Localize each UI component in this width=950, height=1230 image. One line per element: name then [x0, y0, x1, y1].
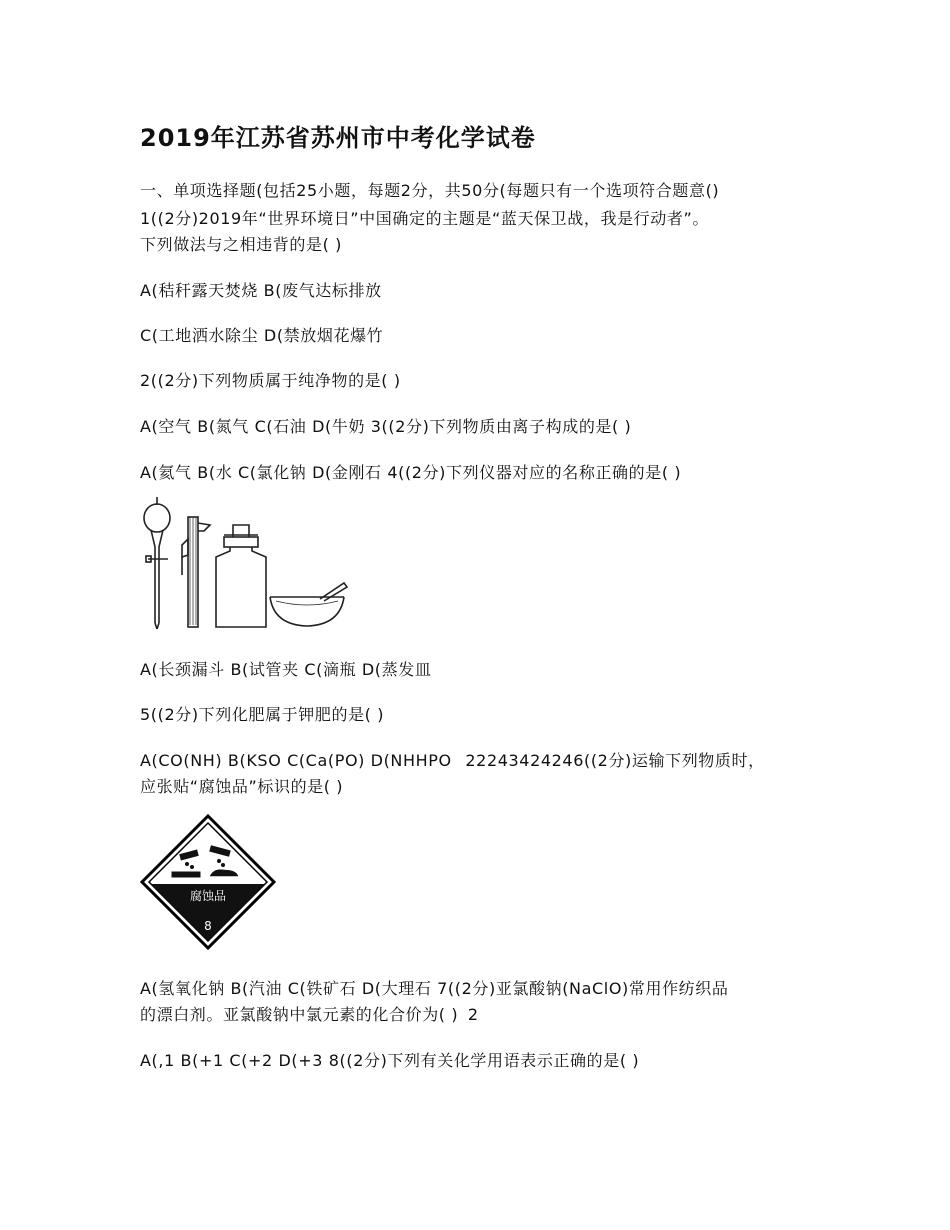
hazard-sign-label: 腐蚀品 [189, 889, 227, 903]
test-tube-clamp-image [182, 517, 210, 627]
question-5: 5((2分)下列化肥属于钾肥的是( ) [140, 705, 385, 724]
question-5-options-text: A(CO(NH) B(KSO C(Ca(PO) D(NHHPO [140, 751, 452, 770]
lab-apparatus-figure [138, 495, 353, 633]
question-4-options: A(长颈漏斗 B(试管夹 C(滴瓶 D(蒸发皿 [140, 660, 432, 679]
corrosive-hazard-sign [140, 814, 276, 950]
question-6-line-2: 应张贴“腐蚀品”标识的是( ) [140, 777, 344, 796]
separatory-funnel-image [144, 497, 170, 629]
question-7-line-2-text: 的漂白剂。亚氯酸钠中氯元素的化合价为( ) [140, 1005, 459, 1024]
question-1-line-2: 下列做法与之相违背的是( ) [140, 235, 342, 254]
formula-subscript: 2 [467, 1005, 479, 1024]
question-5-options [140, 748, 765, 771]
question-3-options-question-4: A(氦气 B(水 C(氯化钠 D(金刚石 4((2分)下列仪器对应的名称正确的是( ) [140, 463, 682, 482]
question-1-options-cd: C(工地洒水除尘 D(禁放烟花爆竹 [140, 326, 384, 345]
evaporating-dish-image [270, 583, 347, 626]
question-7-line-2 [140, 1002, 479, 1025]
dropper-bottle-image [216, 525, 266, 627]
question-6-stem: 22243424246((2分)运输下列物质时， [465, 751, 765, 770]
question-6-options-question-7: A(氢氧化钠 B(汽油 C(铁矿石 D(大理石 7((2分)亚氯酸钠(NaClO)常用作纺织品 [140, 979, 729, 998]
question-2-options-question-3: A(空气 B(氮气 C(石油 D(牛奶 3((2分)下列物质由离子构成的是( ) [140, 417, 632, 436]
question-1-line-1: 1((2分)2019年“世界环境日”中国确定的主题是“蓝天保卫战，我是行动者”。 [140, 209, 709, 228]
section-heading: 一、单项选择题(包括25小题，每题2分，共50分(每题只有一个选项符合题意() [140, 181, 720, 200]
question-7-options-question-8: A(,1 B(+1 C(+2 D(+3 8((2分)下列有关化学用语表示正确的是( ) [140, 1051, 640, 1070]
question-2: 2((2分)下列物质属于纯净物的是( ) [140, 371, 401, 390]
hazard-class-number: 8 [204, 919, 212, 933]
question-1-options-ab: A(秸秆露天焚烧 B(废气达标排放 [140, 281, 382, 300]
page-title: 2019年江苏省苏州市中考化学试卷 [140, 124, 536, 152]
